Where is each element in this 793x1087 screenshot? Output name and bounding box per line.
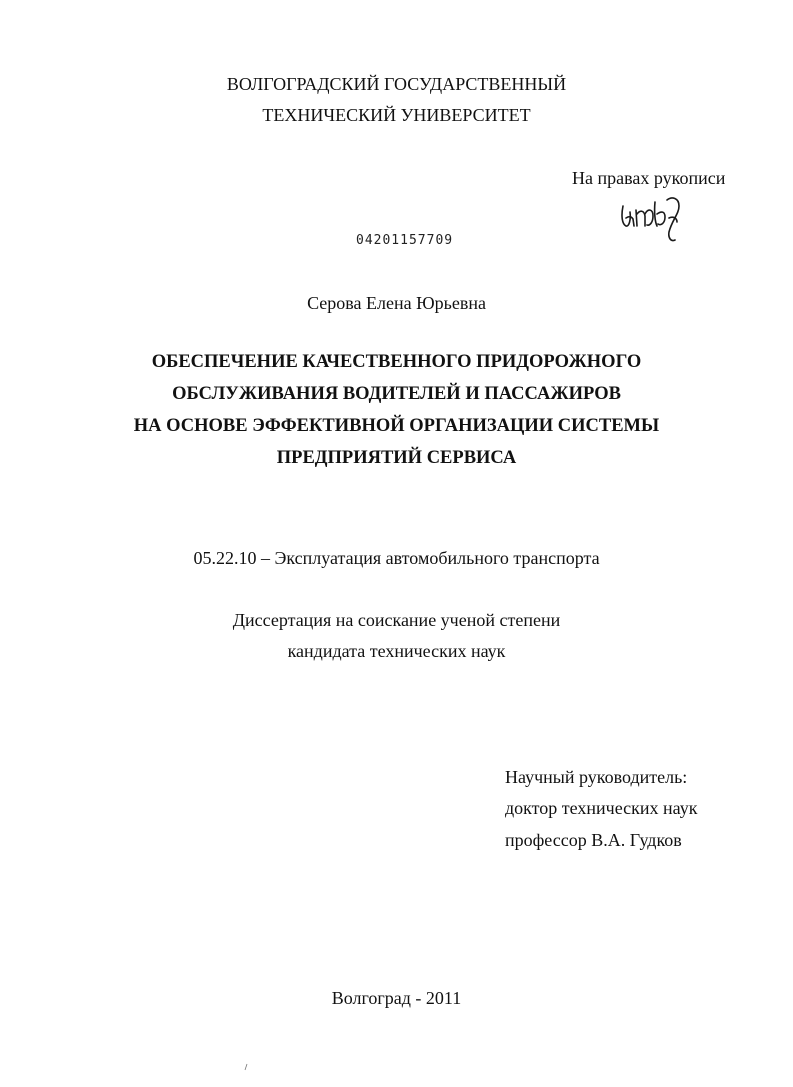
degree-line-2: кандидата технических наук [287, 641, 506, 661]
university-name-line-1: ВОЛГОГРАДСКИЙ ГОСУДАРСТВЕННЫЙ [226, 74, 567, 94]
university-name-line-2: ТЕХНИЧЕСКИЙ УНИВЕРСИТЕТ [262, 105, 531, 125]
scan-artifact [244, 1063, 248, 1071]
title-line-2: ОБСЛУЖИВАНИЯ ВОДИТЕЛЕЙ И ПАССАЖИРОВ [172, 384, 621, 404]
degree-line-1: Диссертация на соискание ученой степени [232, 610, 561, 630]
title-line-4: ПРЕДПРИЯТИЙ СЕРВИСА [276, 448, 517, 468]
supervisor-label: Научный руководитель: [505, 767, 688, 787]
place-and-year: Волгоград - 2011 [331, 988, 462, 1008]
supervisor-name: профессор В.А. Гудков [505, 830, 682, 850]
supervisor-degree: доктор технических наук [505, 798, 698, 818]
specialty-code: 05.22.10 – Эксплуатация автомобильного транспорта [193, 548, 600, 568]
manuscript-rights-note: На правах рукописи [572, 168, 726, 188]
title-line-1: ОБЕСПЕЧЕНИЕ КАЧЕСТВЕННОГО ПРИДОРОЖНОГО [151, 352, 642, 372]
author-name: Серова Елена Юрьевна [307, 293, 486, 313]
title-line-3: НА ОСНОВЕ ЭФФЕКТИВНОЙ ОРГАНИЗАЦИИ СИСТЕМЫ [133, 416, 660, 436]
catalog-number: 04201157709 [356, 233, 454, 248]
handwritten-signature [617, 192, 687, 244]
